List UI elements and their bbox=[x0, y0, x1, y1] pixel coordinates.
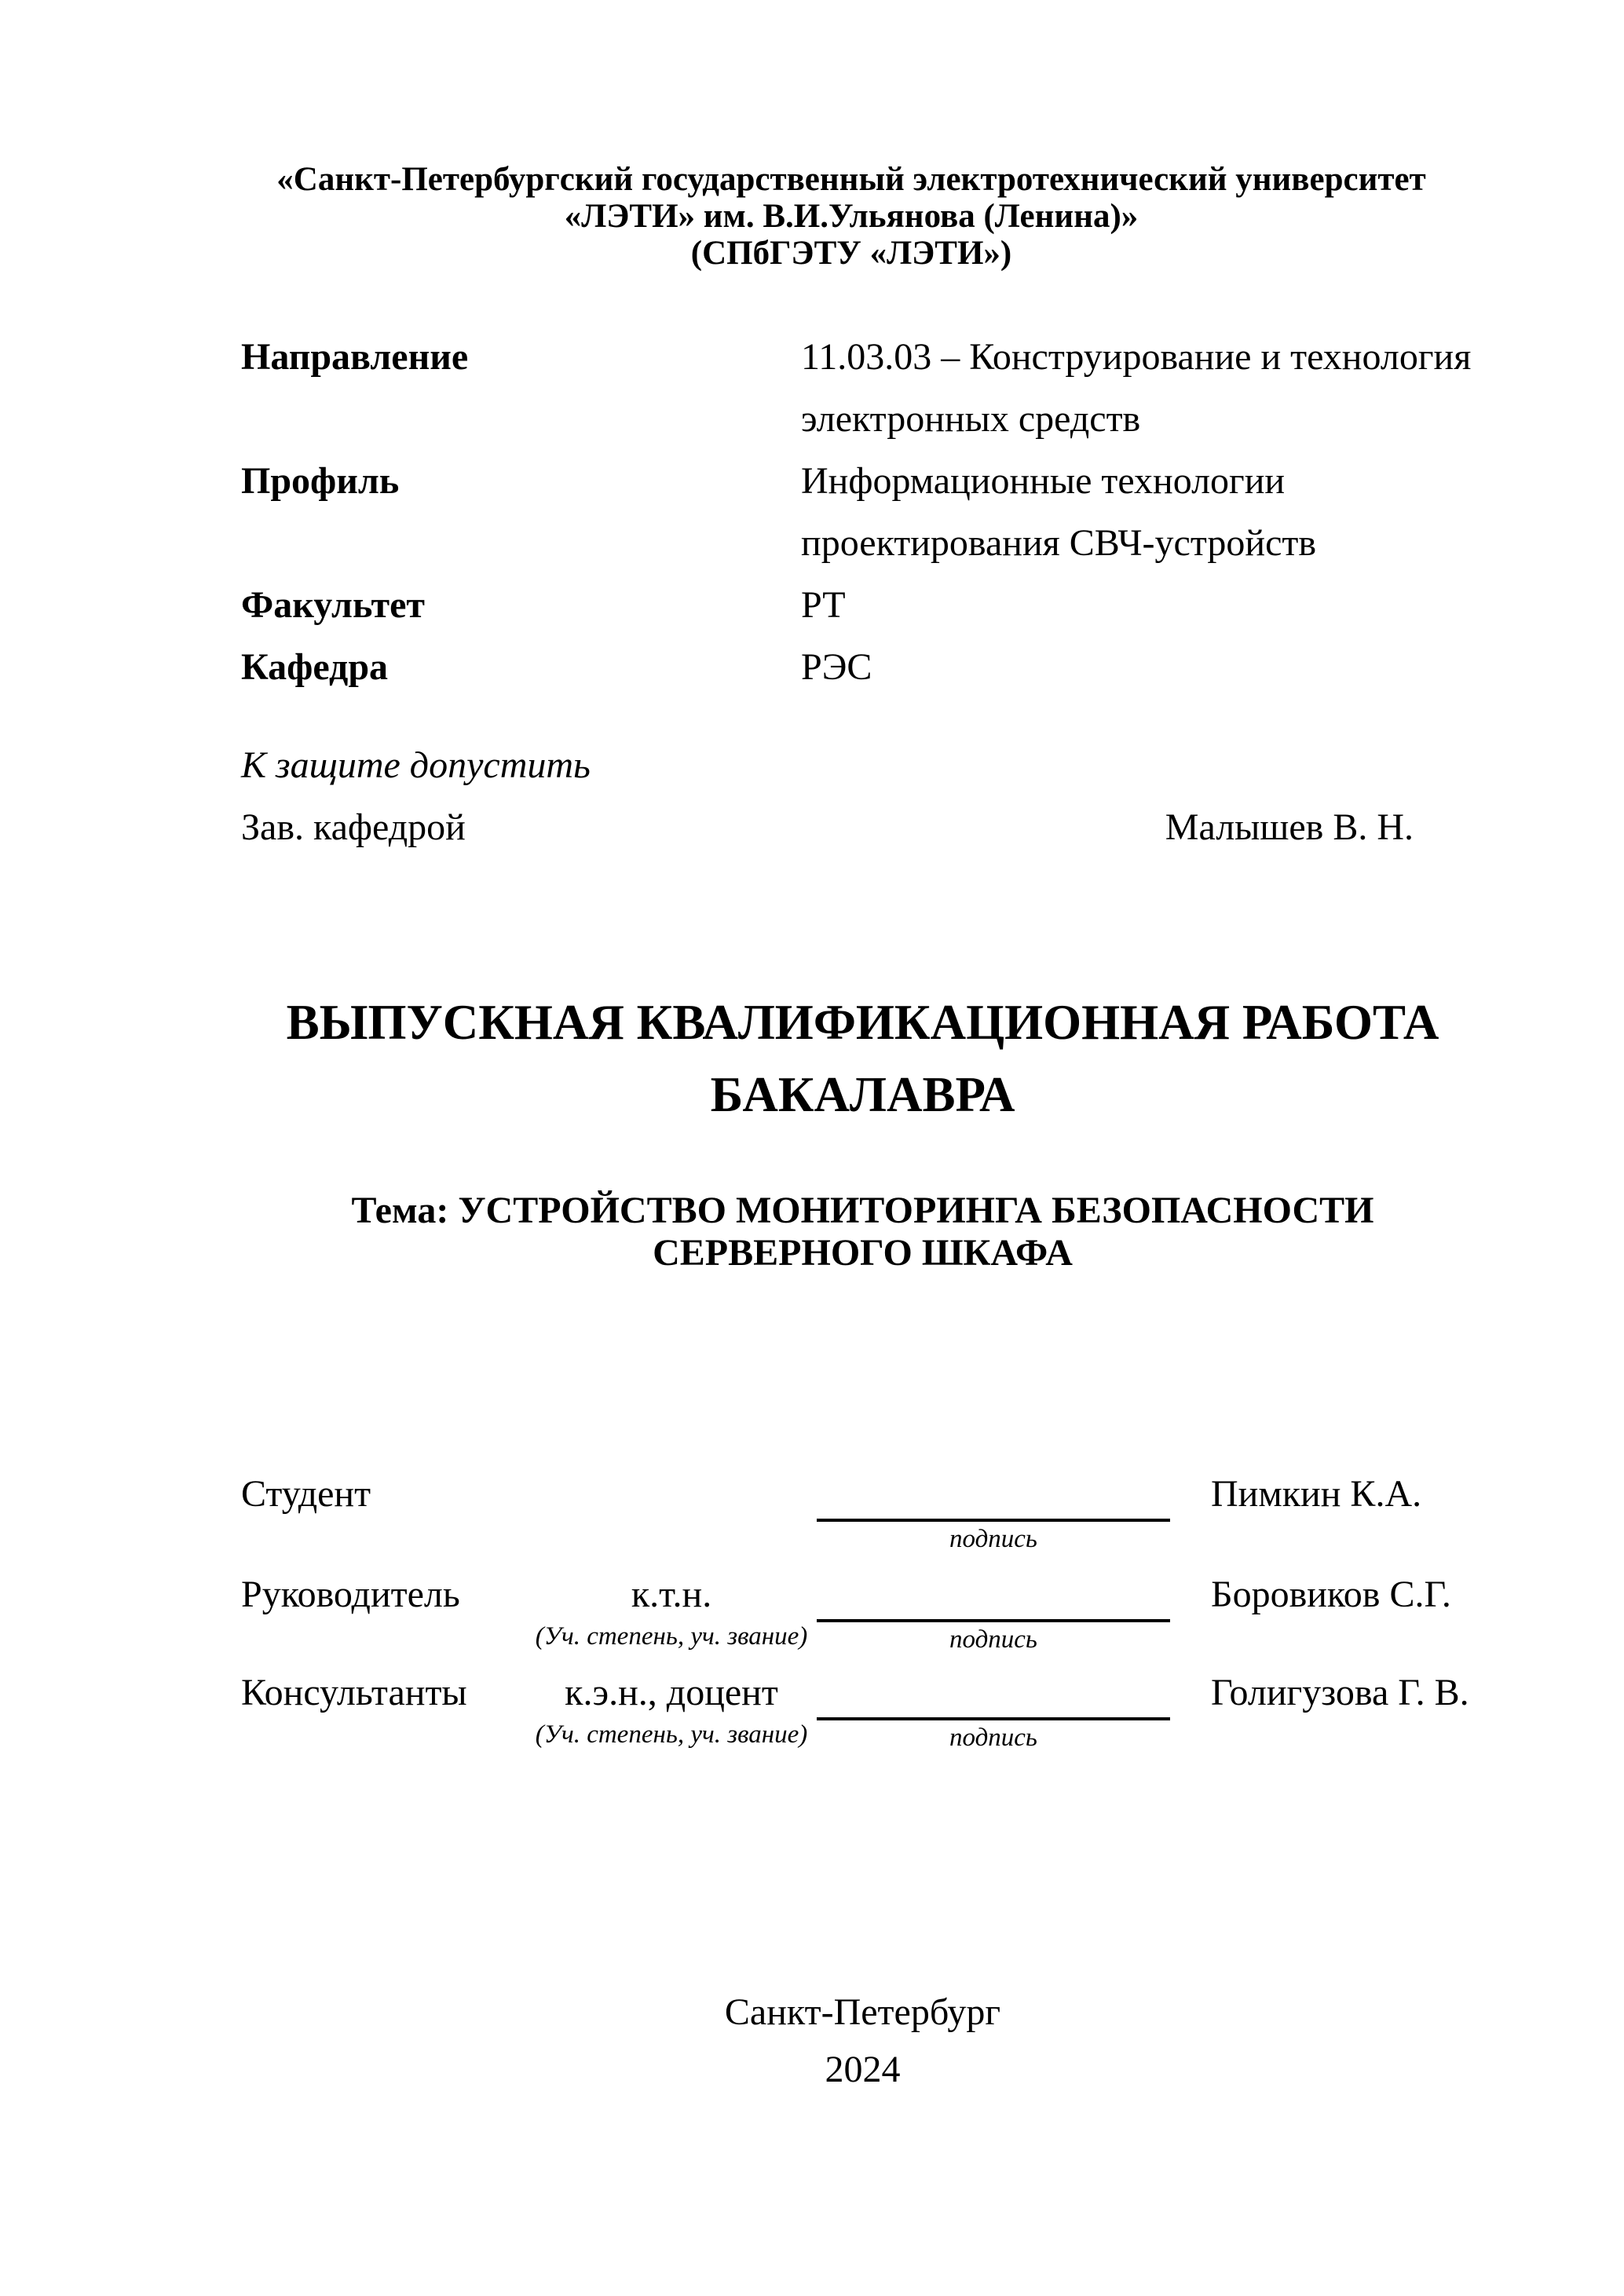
admission-row bbox=[241, 796, 1484, 858]
field-value-line: 11.03.03 – Конструирование и технология bbox=[801, 336, 1472, 378]
field-value-direction bbox=[801, 326, 1492, 450]
signature-line bbox=[817, 1471, 1170, 1522]
work-title-line-1: ВЫПУСКНАЯ КВАЛИФИКАЦИОННАЯ РАБОТА bbox=[286, 995, 1439, 1050]
field-value-line: РТ bbox=[801, 584, 846, 626]
signature-degree: к.э.н., доцент bbox=[565, 1672, 778, 1713]
university-header-line-1: «Санкт-Петербургский государственный электротехнический университет bbox=[276, 161, 1426, 198]
field-row-profile bbox=[241, 450, 1506, 574]
theme-title bbox=[241, 1190, 1484, 1274]
field-row-department bbox=[241, 636, 1506, 698]
field-value-profile bbox=[801, 450, 1492, 574]
signature-caption: подпись bbox=[949, 1724, 1037, 1752]
signature-line bbox=[817, 1571, 1170, 1622]
footer bbox=[241, 1983, 1484, 2098]
university-header-line-3: (СПбГЭТУ «ЛЭТИ») bbox=[690, 235, 1012, 272]
signature-degree: к.т.н. bbox=[631, 1574, 712, 1615]
admission-role: Зав. кафедрой bbox=[241, 806, 466, 848]
signature-name: Боровиков С.Г. bbox=[1211, 1574, 1451, 1615]
signature-field bbox=[817, 1471, 1170, 1555]
signature-caption: подпись bbox=[949, 1525, 1037, 1553]
signature-line bbox=[817, 1669, 1170, 1720]
signature-row-supervisor bbox=[241, 1571, 1484, 1667]
field-label-profile: Профиль bbox=[241, 460, 400, 502]
admission-approver-name: Малышев В. Н. bbox=[1165, 806, 1414, 848]
signature-role: Руководитель bbox=[241, 1574, 460, 1615]
signature-caption: подпись bbox=[949, 1625, 1037, 1654]
field-row-faculty bbox=[241, 574, 1506, 636]
admission-block bbox=[241, 734, 1484, 858]
university-header bbox=[188, 161, 1514, 272]
field-value-faculty bbox=[801, 574, 1492, 636]
work-title bbox=[241, 986, 1484, 1131]
footer-city: Санкт-Петербург bbox=[724, 1991, 1001, 2033]
field-value-department bbox=[801, 636, 1492, 698]
university-header-line-2: «ЛЭТИ» им. В.И.Ульянова (Ленина)» bbox=[564, 198, 1139, 235]
field-row-direction bbox=[241, 326, 1506, 450]
field-label-faculty: Факультет bbox=[241, 584, 425, 626]
signature-name: Голигузова Г. В. bbox=[1211, 1672, 1469, 1713]
signature-name: Пимкин К.А. bbox=[1211, 1473, 1422, 1515]
theme-line-1: Тема: УСТРОЙСТВО МОНИТОРИНГА БЕЗОПАСНОСТИ bbox=[351, 1190, 1374, 1231]
signature-field bbox=[817, 1669, 1170, 1753]
field-value-line: Информационные технологии bbox=[801, 460, 1286, 502]
signature-field bbox=[817, 1571, 1170, 1655]
signature-role: Консультанты bbox=[241, 1672, 467, 1713]
field-label-department: Кафедра bbox=[241, 646, 389, 688]
theme-line-2: СЕРВЕРНОГО ШКАФА bbox=[653, 1232, 1073, 1274]
signature-row-consultant bbox=[241, 1669, 1484, 1765]
signature-row-student bbox=[241, 1471, 1484, 1567]
admission-note: К защите допустить bbox=[241, 744, 591, 786]
program-fields bbox=[241, 326, 1506, 698]
footer-year: 2024 bbox=[825, 2049, 901, 2090]
signature-degree-caption: (Уч. степень, уч. звание) bbox=[535, 1622, 808, 1651]
field-value-line: РЭС bbox=[801, 646, 872, 688]
field-value-line: проектирования СВЧ-устройств bbox=[801, 522, 1317, 564]
signature-degree-caption: (Уч. степень, уч. звание) bbox=[535, 1720, 808, 1749]
field-label-direction: Направление bbox=[241, 336, 469, 378]
work-title-line-2: БАКАЛАВРА bbox=[710, 1067, 1015, 1122]
field-value-line: электронных средств bbox=[801, 398, 1141, 440]
signature-role: Студент bbox=[241, 1473, 371, 1515]
